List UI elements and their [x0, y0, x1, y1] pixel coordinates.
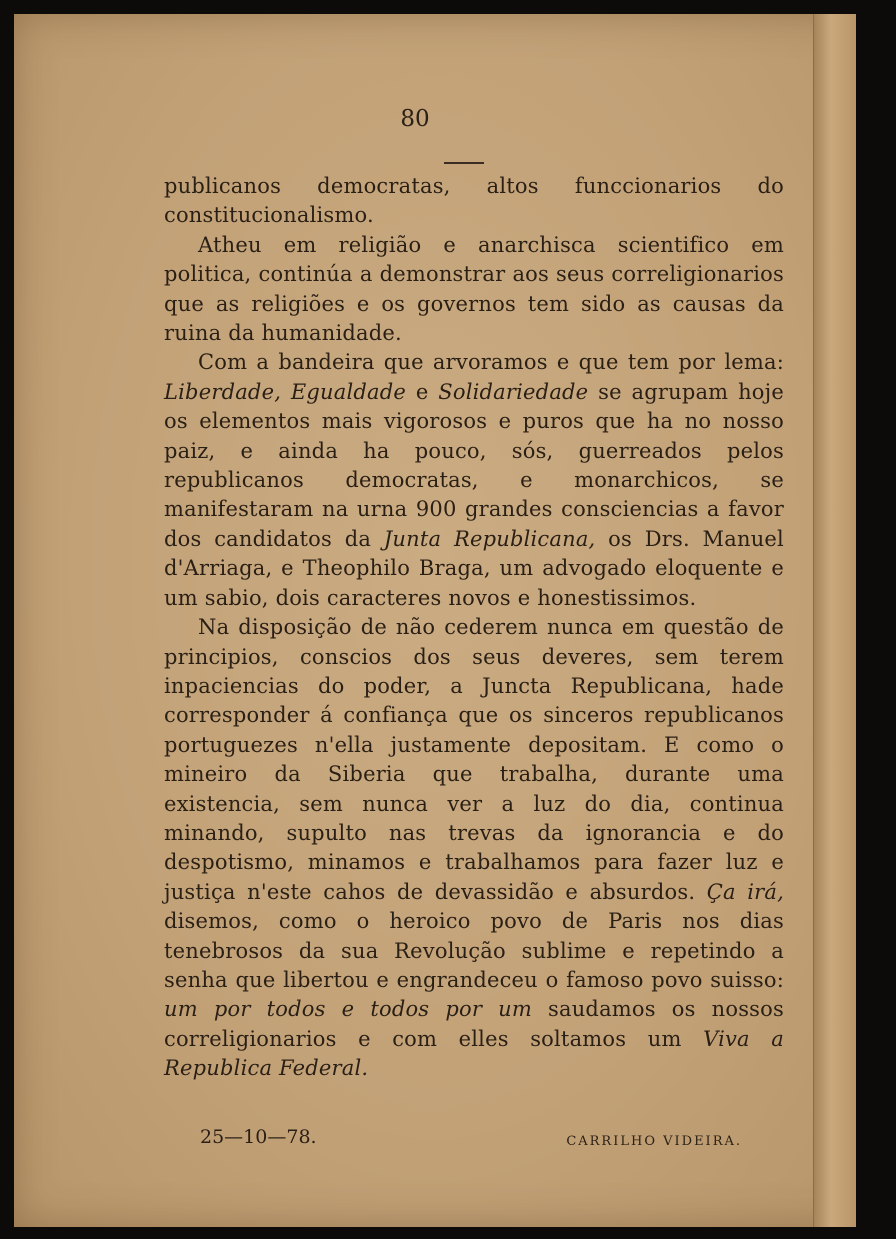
paragraph: [164, 172, 784, 231]
text-segment: disemos, como o heroico povo de Paris nos dias tenebrosos da sua Revolução sublime e repetindo a senha que libertou e engrandeceu o famoso povo suisso:: [164, 909, 784, 992]
text-segment: se agrupam hoje os elementos mais vigorosos e puros que ha no nosso paiz, e ainda ha pouco, sós, guerreados pelos republicanos democratas, e monarchicos, se manifestaram na urna 900 grandes consciencias a favor dos candidatos da: [164, 379, 784, 551]
text-segment: e: [406, 379, 439, 404]
text-segment: publicanos democratas, altos funccionarios do constitucionalismo.: [164, 174, 784, 228]
text-segment: Na disposição de não cederem nunca em questão de principios, conscios dos seus deveres, sem terem inpaciencias do poder, a Juncta Republicana, hade corresponder á confiança que os sinceros republicanos portuguezes n'ella justamente depositam. E como o mineiro da Siberia que trabalha, durante uma existencia, sem nunca ver a luz do dia, continua minando, supulto nas trevas da ignorancia e do despotismo, minamos e trabalhamos para fazer luz e justiça n'este cahos de devassidão e absurdos.: [164, 615, 784, 904]
italic-text: Liberdade, Egualdade: [164, 379, 407, 404]
text-segment: Atheu em religião e anarchisca scientifico em politica, continúa a demonstrar aos seus correligionarios que as religiões e os governos tem sido as causas da ruina da humanidade.: [164, 232, 784, 346]
text-segment: Com a bandeira que arvoramos e que tem por lema:: [198, 350, 784, 375]
italic-text: Junta Republicana,: [383, 526, 596, 551]
text-segment: os Drs. Manuel d'Arriaga, e Theophilo Braga, um advogado eloquente e um sabio, dois caracteres novos e honestissimos.: [164, 526, 784, 610]
page-spine-edge: [813, 14, 856, 1227]
text-segment: saudamos os nossos correligionarios e com elles soltamos um: [164, 997, 784, 1051]
paragraph: [164, 613, 784, 1084]
header-rule: [444, 162, 484, 164]
body-text: [164, 172, 784, 1084]
page-number: 80: [400, 106, 430, 132]
author-signature: CARRILHO VIDEIRA.: [566, 1134, 742, 1149]
italic-text: Solidariedade: [438, 379, 589, 404]
paragraph: [164, 231, 784, 349]
date-line: 25—10—78.: [200, 1126, 317, 1148]
book-page: [14, 14, 856, 1227]
italic-text: um por todos e todos por um: [164, 997, 532, 1022]
italic-text: Ça irá,: [706, 879, 784, 904]
italic-text: Viva a Republica Federal.: [164, 1026, 784, 1081]
paragraph: [164, 348, 784, 613]
